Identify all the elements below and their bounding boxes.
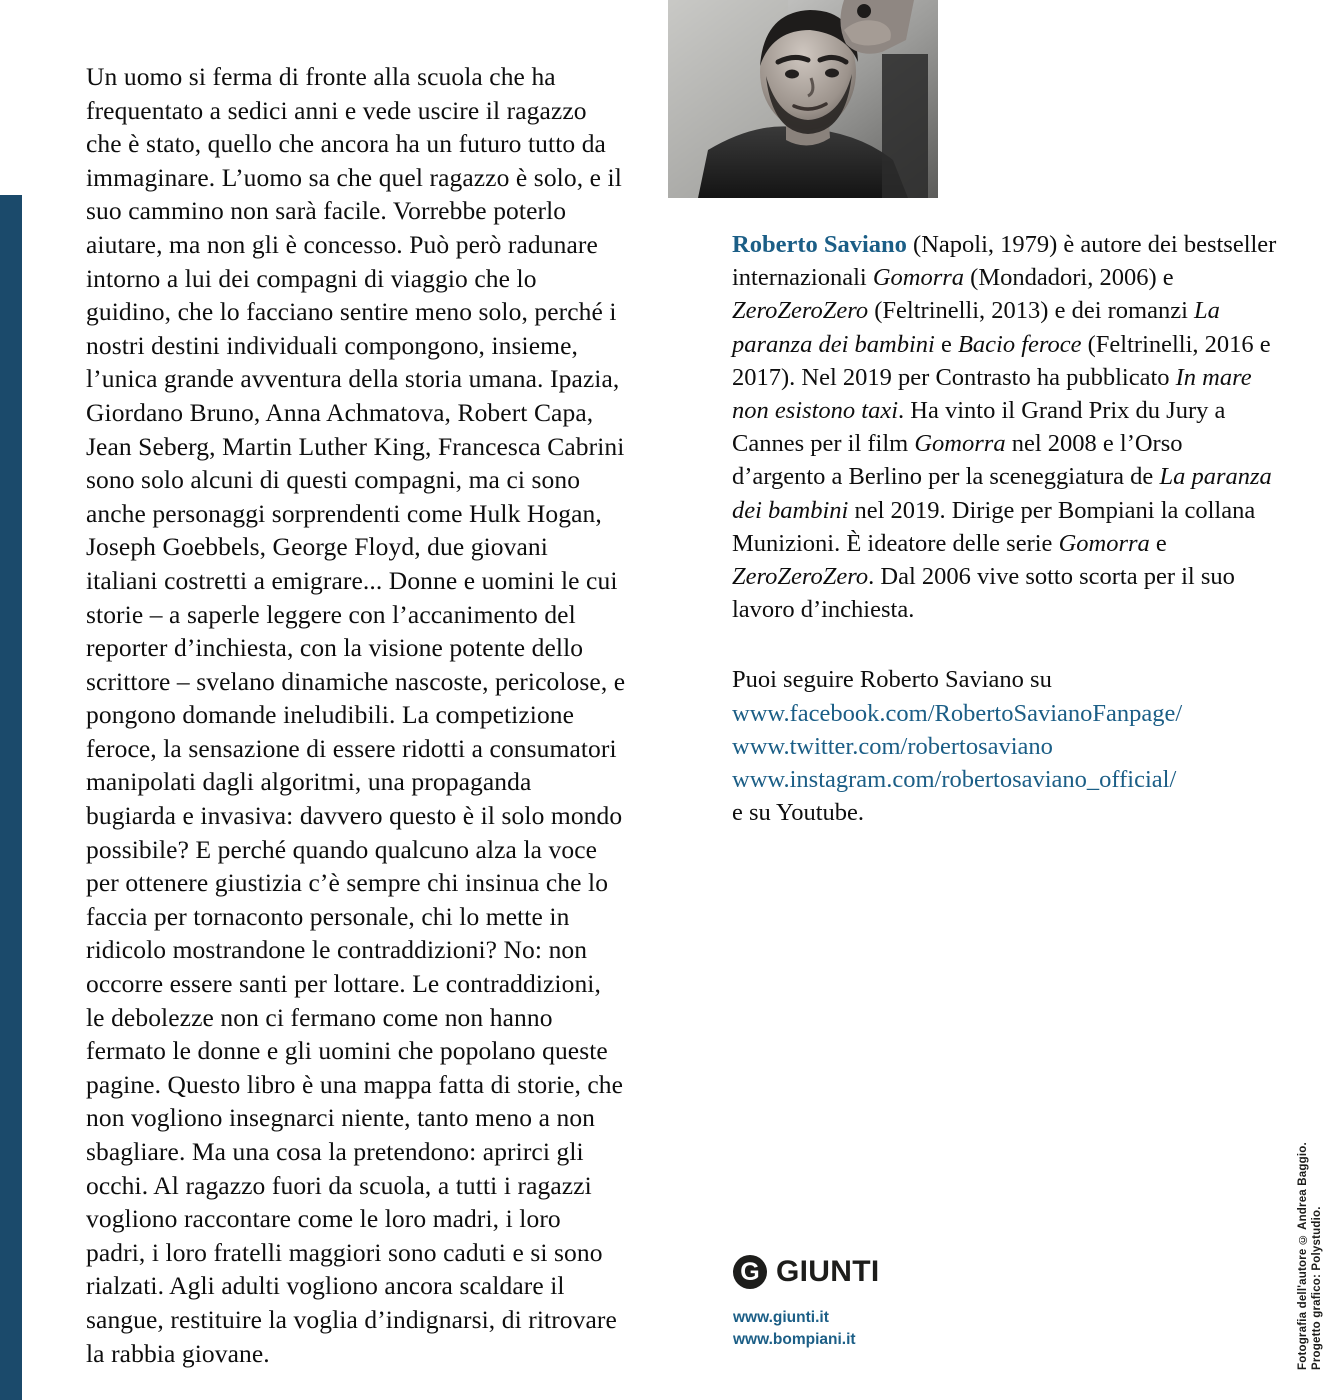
spine-top-white (0, 0, 22, 195)
book-title-zerozerozero: ZeroZeroZero (732, 297, 869, 325)
author-name: Roberto Saviano (732, 231, 907, 258)
bio-text-1: (Napoli, 1979) è autore dei bestseller internazionali (732, 231, 1277, 292)
bio-text-9: e (1149, 529, 1167, 557)
bio-text-8: nel 2019. Dirige per Bompiani la collana Munizioni. È ideatore delle serie (732, 496, 1256, 557)
book-title-la-paranza: La paranza dei bambini (732, 297, 1220, 358)
series-title-zerozerozero: ZeroZeroZero (732, 563, 869, 591)
bio-text-5: (Feltrinelli, 2016 e 2017). Nel 2019 per Contrasto ha pubblicato (732, 330, 1271, 391)
credit-photo: Fotografia dell'autore © Andrea Baggio. (1297, 1142, 1309, 1370)
bio-text-2: (Mondadori, 2006) e (964, 264, 1174, 292)
right-column (732, 228, 1280, 829)
book-spine-bar (0, 195, 22, 1400)
credit-design: Progetto grafico: Polystudio. (1311, 1206, 1323, 1370)
author-portrait-photo (668, 0, 938, 198)
book-title-in-mare: In mare non esistono taxi (732, 363, 1252, 425)
book-blurb-text (86, 60, 626, 1370)
film-title-gomorra: Gomorra (914, 430, 1006, 458)
bio-text-6: . Ha vinto il Grand Prix du Jury a Cannes per il film (732, 397, 1226, 458)
giunti-logo-mark-icon: G (733, 1255, 767, 1289)
bio-text-7: nel 2008 e l’Orso d’argento a Berlino per la sceneggiatura de (732, 430, 1183, 491)
follow-intro: Puoi seguire Roberto Saviano su (732, 666, 1052, 694)
bio-text-10: . Dal 2006 vive sotto scorta per il suo lavoro d’inchiesta. (732, 563, 1235, 624)
bompiani-website-link[interactable]: www.bompiani.it (733, 1331, 856, 1348)
follow-section (732, 663, 1280, 829)
giunti-website-link[interactable]: www.giunti.it (733, 1309, 829, 1326)
series-title-gomorra: Gomorra (1058, 529, 1150, 557)
blurb-paragraph: Un uomo si ferma di fronte alla scuola che ha frequentato a sedici anni e vede uscire il ragazzo che è stato, quello che ancora ha un futuro tutto da immaginare. L’uomo sa che quel ragazzo è solo, e il suo cammino non sarà facile. Vorrebbe poterlo aiutare, ma non gli è concesso. Può però radunare intorno a lui dei compagni di viaggio che lo guidino, che lo facciano sentire meno solo, perché i nostri destini individuali compongono, insieme, l’unica grande avventura della storia umana. Ipazia, Giordano Bruno, Anna Achmatova, Robert Capa, Jean Seberg, Martin Luther King, Francesca Cabrini sono solo alcuni di questi compagni, ma ci sono anche personaggi sorprendenti come Hulk Hogan, Joseph Goebbels, George Floyd, due giovani italiani costretti a emigrare... Donne e uomini le cui storie – a saperle leggere con l’accanimento del reporter d’inchiesta, con la visione potente dello scrittore – svelano dinamiche nascoste, pericolose, e pongono domande ineludibili. La competizione feroce, la sensazione di essere ridotti a consumatori manipolati dagli algoritmi, una propaganda bugiarda e invasiva: davvero questo è il solo mondo possibile? E perché quando qualcuno alza la voce per ottenere giustizia c’è sempre chi insinua che lo faccia per tornaconto personale, chi lo mette in ridicolo mostrandone le contraddizioni? No: non occorre essere santi per lottare. Le contraddizioni, le debolezze non ci fermano come non hanno fermato le donne e gli uomini che popolano queste pagine. Questo libro è una mappa fatta di storie, che non vogliono insegnarci niente, tanto meno a non sbagliare. Ma una cosa la pretendono: aprirci gli occhi. Al ragazzo fuori da scuola, a tutti i ragazzi vogliono raccontare come le loro madri, i loro padri, i loro fratelli maggiori sono caduti e si sono rialzati. Agli adulti vogliono ancora scaldare il sangue, restituire la voglia d’indignarsi, di ritrovare la rabbia giovane. (86, 62, 626, 1368)
bio-text-3: (Feltrinelli, 2013) e dei romanzi (868, 297, 1195, 325)
publisher-block (733, 1255, 1063, 1351)
credits-text (1296, 1130, 1324, 1370)
credits-block (1294, 1130, 1334, 1370)
giunti-logo (733, 1255, 1063, 1289)
follow-outro: e su Youtube. (732, 799, 865, 827)
giunti-logo-wordmark: GIUNTI (776, 1255, 880, 1288)
bio-text-4: e (934, 330, 958, 358)
facebook-link[interactable]: www.facebook.com/RobertoSavianoFanpage/ (732, 699, 1183, 727)
author-bio-paragraph (732, 228, 1280, 626)
film-title-la-paranza: La paranza dei bambini (732, 463, 1272, 524)
twitter-link[interactable]: www.twitter.com/robertosaviano (732, 732, 1053, 760)
book-title-bacio-feroce: Bacio feroce (957, 330, 1082, 358)
book-title-gomorra: Gomorra (872, 264, 965, 292)
author-bio (732, 228, 1280, 626)
publisher-links (733, 1307, 1063, 1351)
instagram-link[interactable]: www.instagram.com/robertosaviano_official/ (732, 766, 1177, 794)
